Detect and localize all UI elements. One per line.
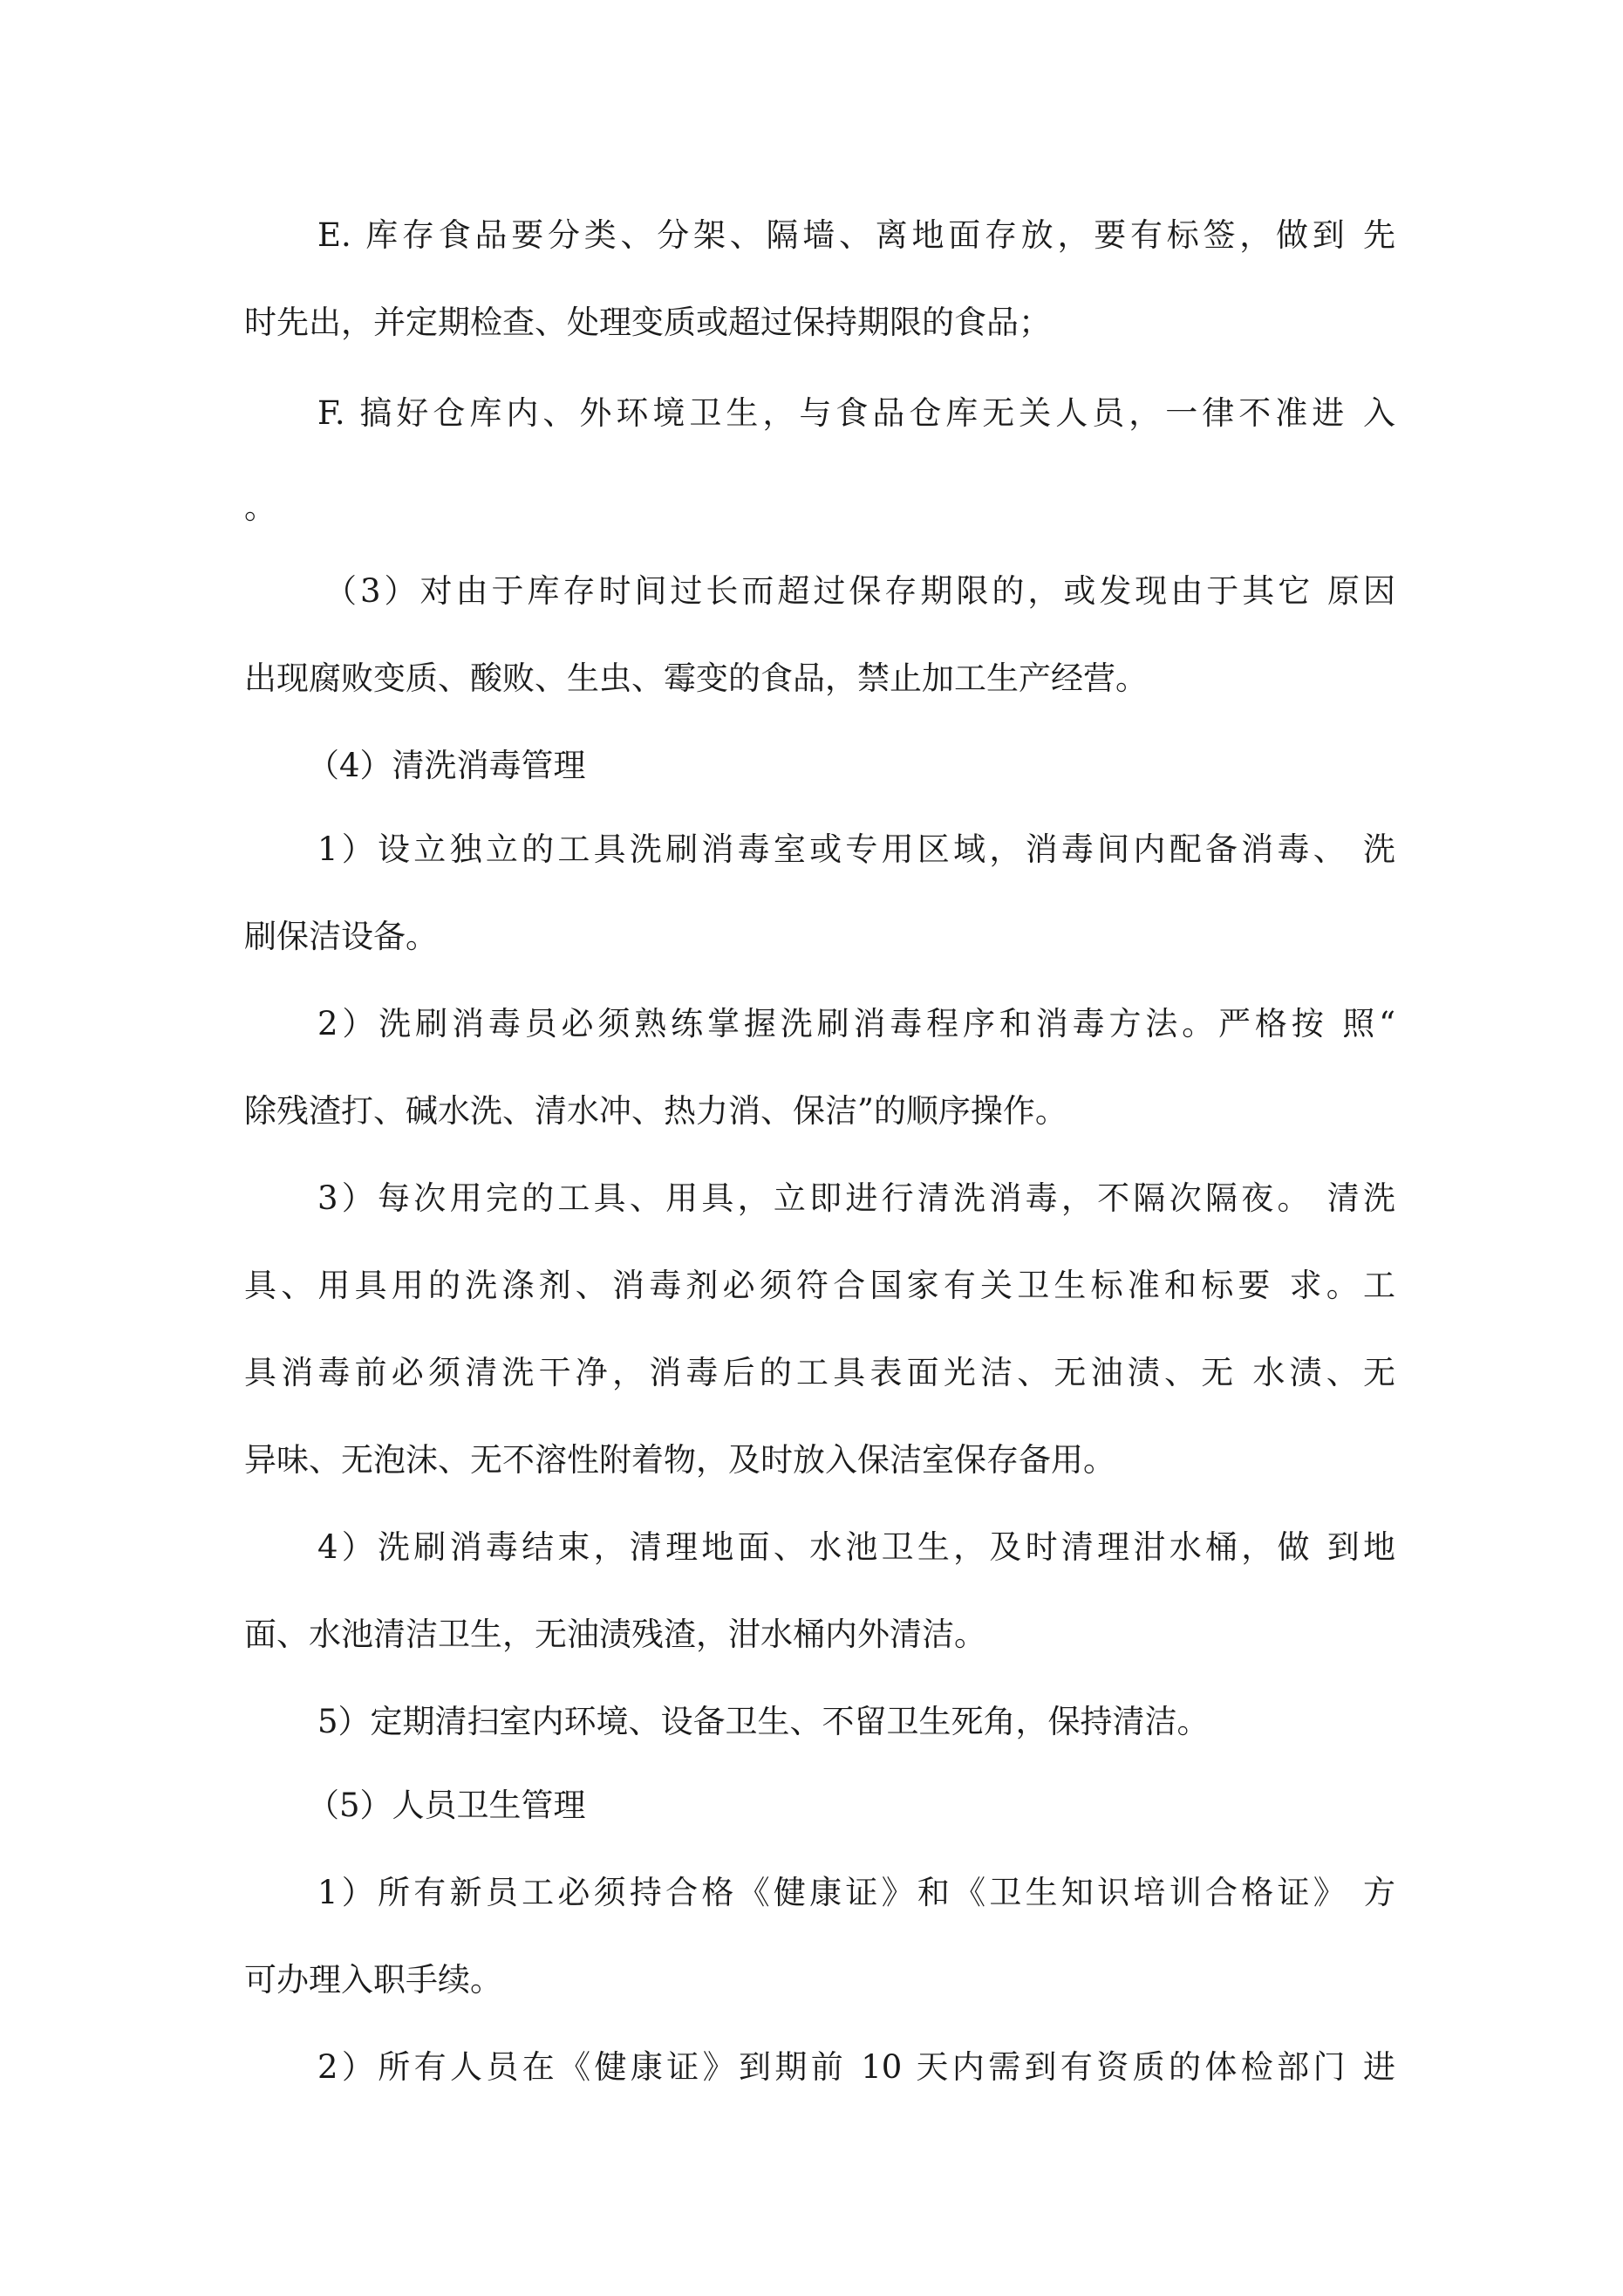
paragraph-line: 2）所有人员在《健康证》到期前 10 天内需到有资质的体检部门 进 — [317, 2048, 1395, 2086]
section-heading: （4）清洗消毒管理 — [307, 747, 586, 784]
paragraph-line: 出现腐败变质、酸败、生虫、霉变的食品，禁止加工生产经营。 — [244, 659, 1148, 697]
section-heading: （5）人员卫生管理 — [307, 1787, 586, 1824]
paragraph-line: 。 — [244, 489, 276, 526]
paragraph-line: 时先出，并定期检查、处理变质或超过保持期限的食品； — [244, 304, 1051, 341]
paragraph-line: 4）洗刷消毒结束，清理地面、水池卫生，及时清理泔水桶，做 到地 — [317, 1528, 1395, 1566]
paragraph-line: 2）洗刷消毒员必须熟练掌握洗刷消毒程序和消毒方法。严格按 照“ — [317, 1005, 1395, 1042]
paragraph-line: 异味、无泡沫、无不溶性附着物，及时放入保洁室保存备用。 — [244, 1441, 1115, 1479]
paragraph-line: 具、用具用的洗涤剂、消毒剂必须符合国家有关卫生标准和标要 求。工 — [244, 1267, 1395, 1304]
paragraph-line: 3）每次用完的工具、用具，立即进行清洗消毒，不隔次隔夜。 清洗 — [317, 1179, 1395, 1217]
paragraph-line: 1）设立独立的工具洗刷消毒室或专用区域，消毒间内配备消毒、 洗 — [317, 830, 1395, 868]
paragraph-line: F. 搞好仓库内、外环境卫生，与食品仓库无关人员，一律不准进 入 — [317, 394, 1395, 432]
paragraph-line: 具消毒前必须清洗干净，消毒后的工具表面光洁、无油渍、无 水渍、无 — [244, 1354, 1395, 1391]
paragraph-line: 1）所有新员工必须持合格《健康证》和《卫生知识培训合格证》 方 — [317, 1874, 1395, 1911]
paragraph-line: 5）定期清扫室内环境、设备卫生、不留卫生死角，保持清洁。 — [317, 1703, 1210, 1740]
paragraph-line: （3）对由于库存时间过长而超过保存期限的，或发现由于其它 原因 — [324, 572, 1395, 610]
paragraph-line: 可办理入职手续。 — [244, 1961, 502, 1999]
paragraph-line: 刷保洁设备。 — [244, 918, 438, 955]
paragraph-line: E. 库存食品要分类、分架、隔墙、离地面存放，要有标签，做到 先 — [317, 216, 1395, 254]
paragraph-line: 除残渣打、碱水洗、清水冲、热力消、保洁”的顺序操作。 — [244, 1092, 1067, 1130]
paragraph-line: 面、水池清洁卫生，无油渍残渣，泔水桶内外清洁。 — [244, 1616, 986, 1653]
